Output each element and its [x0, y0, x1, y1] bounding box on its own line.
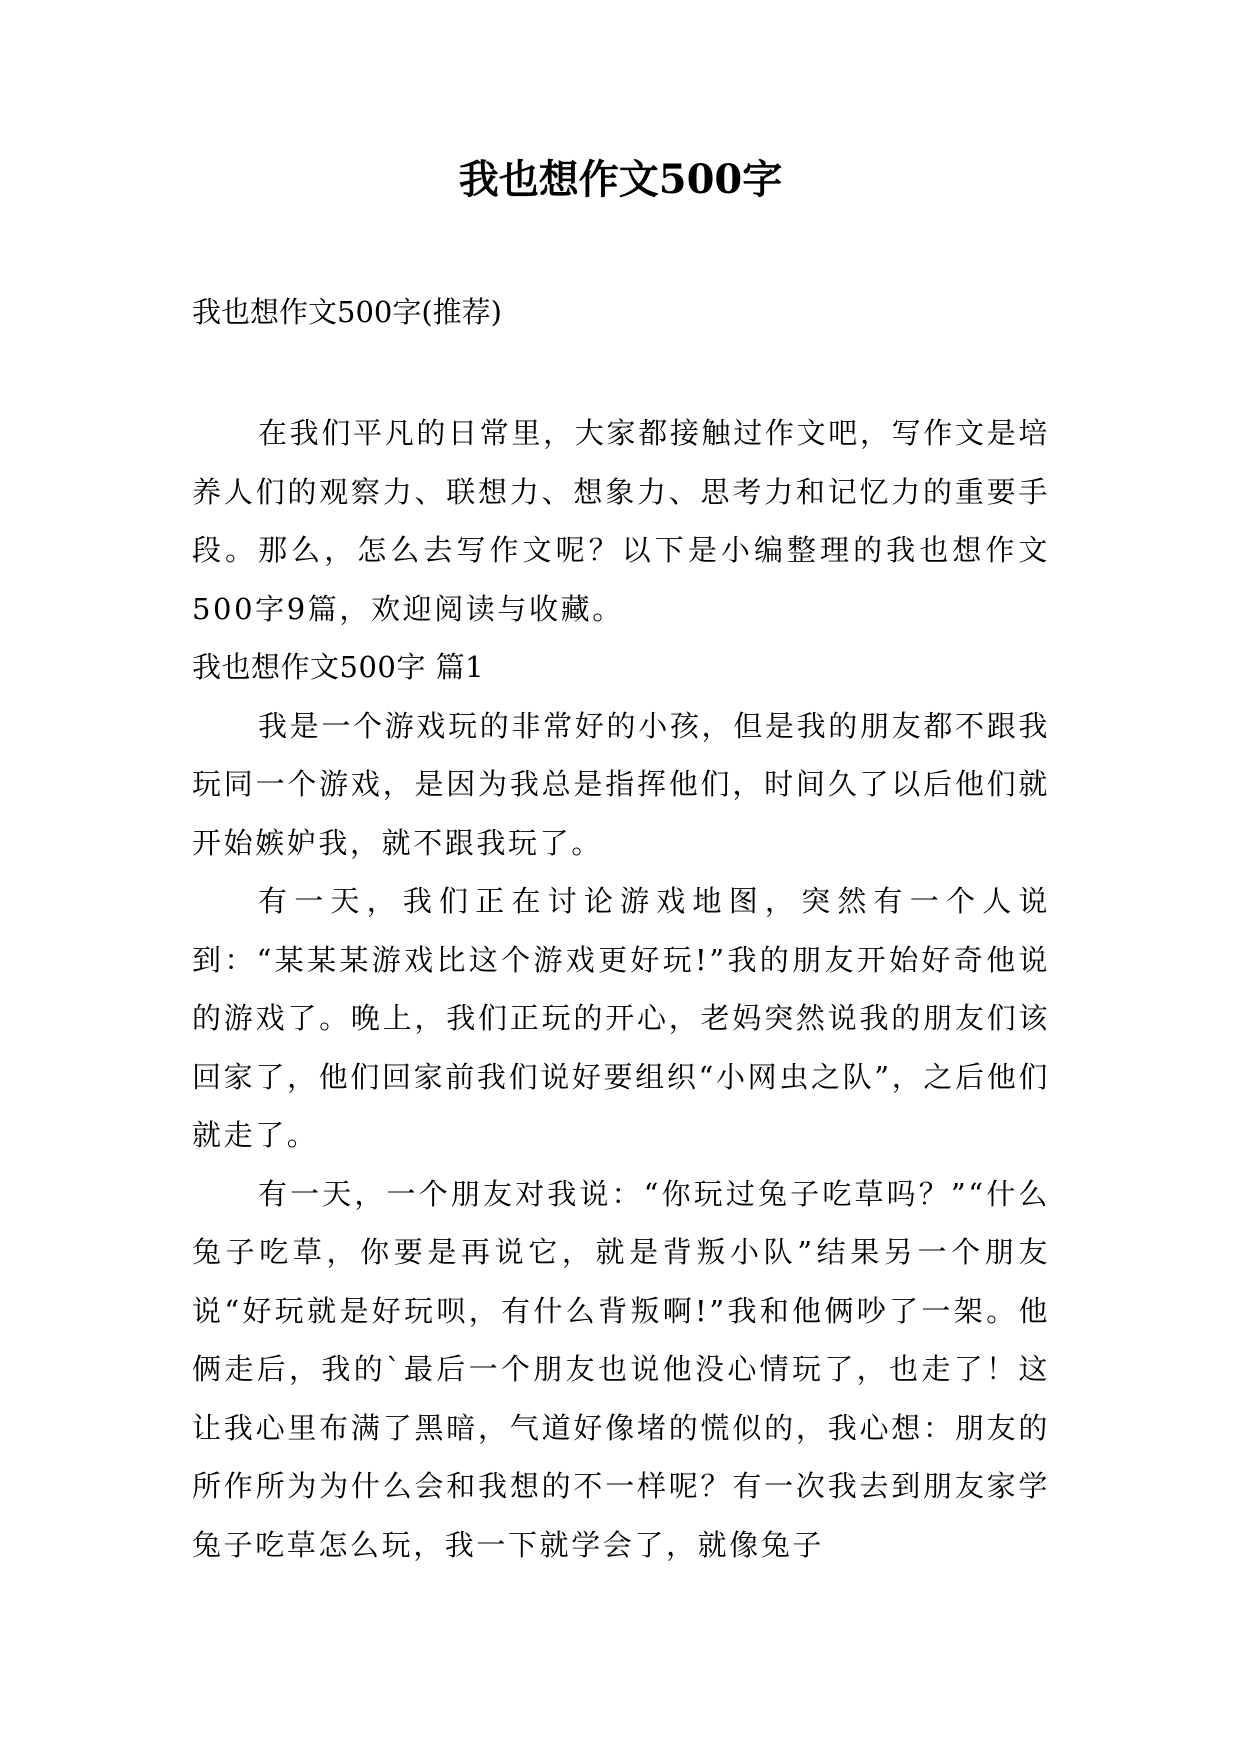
paragraph: 我是一个游戏玩的非常好的小孩，但是我的朋友都不跟我玩同一个游戏，是因为我总是指挥他们，时间久了以后他们就开始嫉妒我，就不跟我玩了。 [192, 708, 1050, 860]
section-heading: 我也想作文500字 篇1 [192, 650, 485, 684]
paragraph: 有一天，我们正在讨论游戏地图，突然有一个人说到：“某某某游戏比这个游戏更好玩!”我的朋友开始好奇他说的游戏了。晚上，我们正玩的开心，老妈突然说我的朋友们该回家了，他们回家前我们说好要组织“小网虫之队”，之后他们就走了。 [192, 884, 1050, 1152]
document-body [192, 404, 1050, 1574]
document-title: 我也想作文500字 [458, 156, 783, 203]
document-subtitle: 我也想作文500字(推荐) [192, 295, 502, 329]
paragraph-intro: 在我们平凡的日常里，大家都接触过作文吧，写作文是培养人们的观察力、联想力、想象力、思考力和记忆力的重要手段。那么，怎么去写作文呢？以下是小编整理的我也想作文500字9篇，欢迎阅读与收藏。 [192, 416, 1050, 626]
paragraph: 有一天，一个朋友对我说：“你玩过兔子吃草吗？”“什么兔子吃草，你要是再说它，就是背叛小队”结果另一个朋友说“好玩就是好玩呗，有什么背叛啊!”我和他俩吵了一架。他俩走后，我的`最后一个朋友也说他没心情玩了，也走了！这让我心里布满了黑暗，气道好像堵的慌似的，我心想：朋友的所作所为为什么会和我想的不一样呢？有一次我去到朋友家学兔子吃草怎么玩，我一下就学会了，就像兔子 [192, 1176, 1050, 1562]
